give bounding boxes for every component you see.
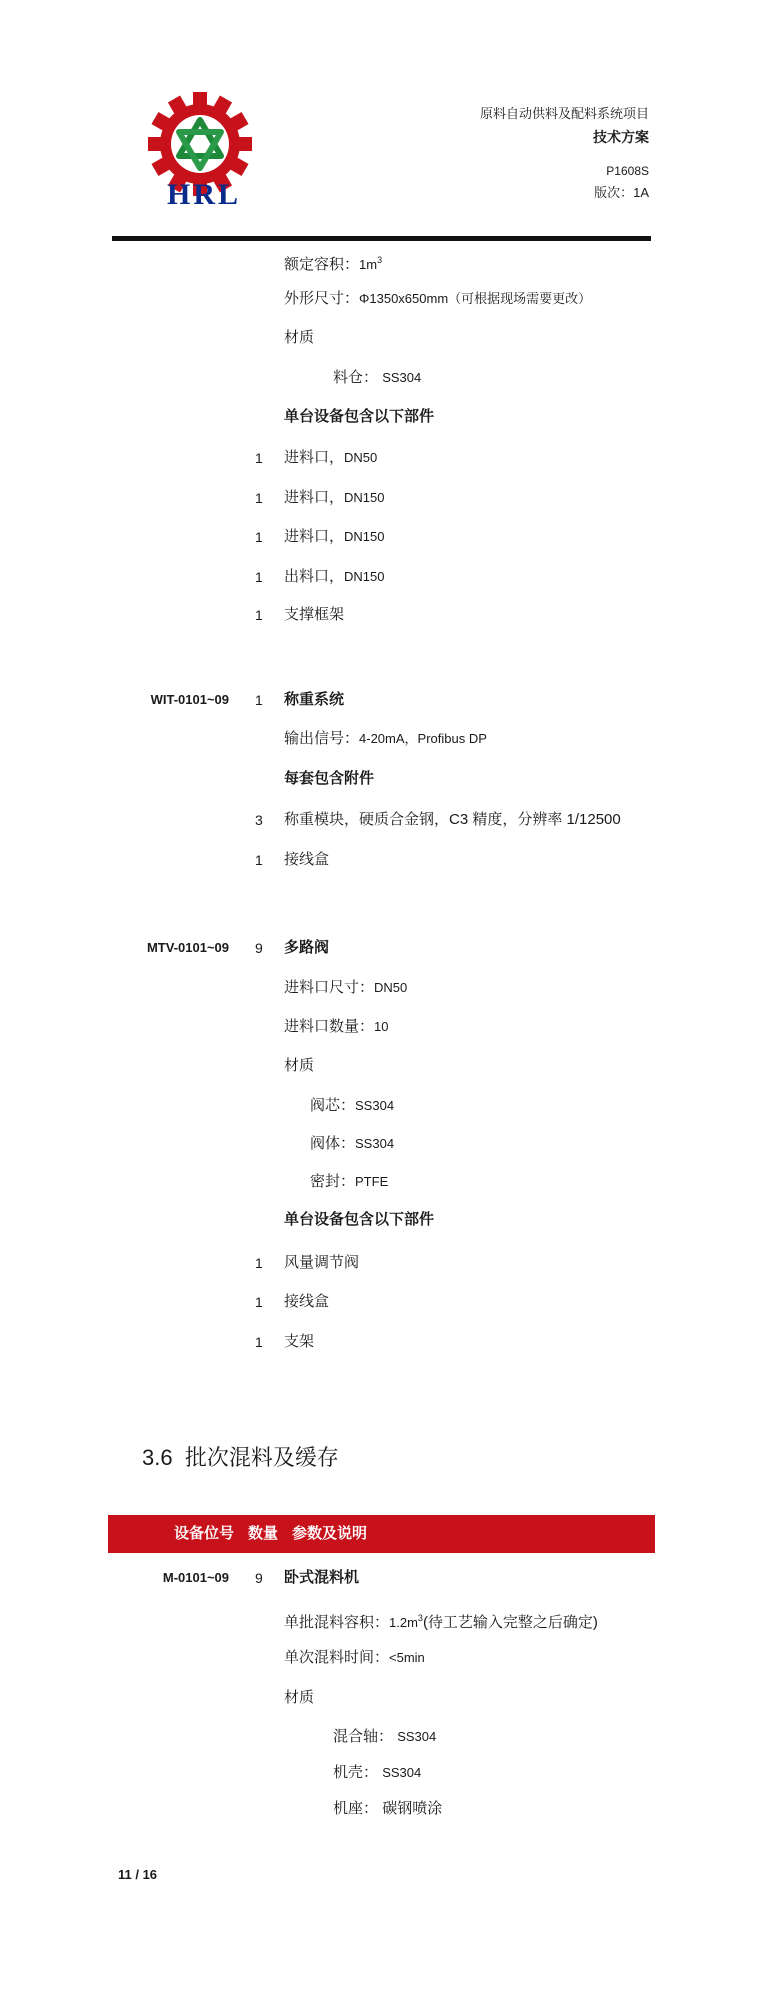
body-material-line: 阀体：SS304 (310, 1135, 395, 1152)
accessories-heading: 每套包含附件 (284, 770, 375, 787)
inlet-count-line: 进料口数量：10 (284, 1018, 389, 1035)
shell-material-line: 机壳： SS304 (333, 1764, 422, 1781)
equipment-tag: WIT-0101~09 (150, 692, 229, 707)
section-heading: 3.6 批次混料及缓存 (142, 1445, 339, 1470)
document-number: P1608S (606, 164, 649, 178)
core-material-line: 阀芯：SS304 (310, 1097, 395, 1114)
table-header (108, 1515, 655, 1553)
column-header-qty: 数量 (248, 1525, 279, 1542)
batch-capacity-line: 单批混料容积：$1.2m^3$(待工艺输入完整之后确定) (284, 1613, 598, 1631)
project-name: 原料自动供料及配料系统项目 (479, 106, 649, 121)
document-type: 技术方案 (593, 129, 649, 145)
material-heading: 材质 (284, 1057, 315, 1074)
capacity-line: 额定容积：$1m^3$ (284, 255, 383, 273)
header-divider (112, 236, 651, 241)
equipment-tag: MTV-0101~09 (146, 940, 229, 955)
equipment-qty: 9 (255, 940, 263, 956)
page-number: 11 / 16 (118, 1867, 158, 1882)
size-line: 外形尺寸：Φ1350x650mm（可根据现场需要更改） (284, 290, 592, 307)
equipment-name: 卧式混料机 (284, 1569, 360, 1586)
document-version: 版次：1A (594, 185, 649, 200)
seal-material-line: 密封：PTFE (310, 1173, 389, 1190)
logo-text: HRL (166, 178, 241, 211)
bin-material-line: 料仓： SS304 (333, 369, 422, 386)
parts-heading: 单台设备包含以下部件 (284, 408, 435, 425)
material-heading: 材质 (284, 329, 315, 346)
equipment-tag: M-0101~09 (162, 1570, 229, 1585)
mix-time-line: 单次混料时间：<5min (284, 1649, 425, 1666)
base-material-line: 机座： 碳钢喷涂 (333, 1800, 443, 1817)
equipment-qty: 1 (255, 692, 263, 708)
equipment-name: 多路阀 (284, 939, 330, 956)
signal-line: 输出信号：4-20mA，Profibus DP (284, 730, 487, 747)
equipment-name: 称重系统 (284, 691, 345, 708)
inlet-size-line: 进料口尺寸：DN50 (284, 979, 408, 996)
equipment-qty: 9 (255, 1570, 263, 1586)
material-heading: 材质 (284, 1689, 315, 1706)
parts-heading: 单台设备包含以下部件 (284, 1211, 435, 1228)
shaft-material-line: 混合轴： SS304 (333, 1728, 437, 1745)
column-header-tag: 设备位号 (174, 1525, 235, 1542)
column-header-description: 参数及说明 (292, 1525, 368, 1542)
